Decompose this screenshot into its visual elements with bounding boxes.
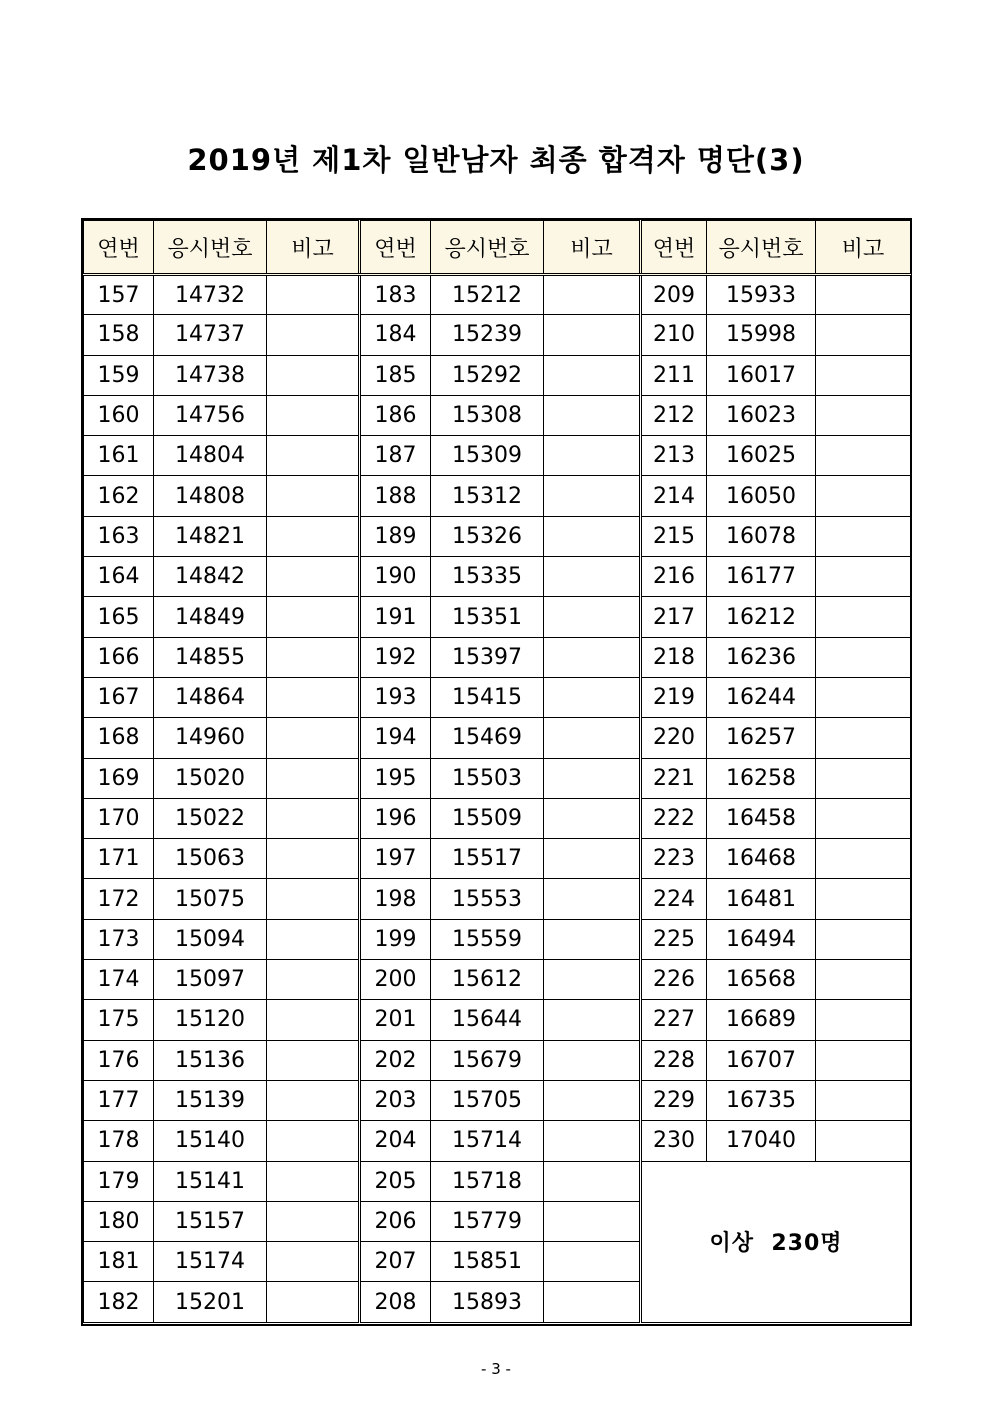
note-cell bbox=[544, 315, 641, 355]
exam-number-cell: 16481 bbox=[707, 879, 816, 919]
seq-cell: 184 bbox=[360, 315, 431, 355]
table-row bbox=[84, 315, 911, 355]
seq-cell: 209 bbox=[641, 275, 707, 315]
seq-cell: 227 bbox=[641, 1000, 707, 1040]
exam-number-cell: 15612 bbox=[431, 960, 544, 1000]
seq-cell: 226 bbox=[641, 960, 707, 1000]
exam-number-cell: 14821 bbox=[154, 516, 267, 556]
seq-cell: 196 bbox=[360, 798, 431, 838]
note-cell bbox=[544, 677, 641, 717]
note-cell bbox=[544, 1000, 641, 1040]
seq-cell: 210 bbox=[641, 315, 707, 355]
exam-number-cell: 15559 bbox=[431, 919, 544, 959]
exam-number-cell: 14855 bbox=[154, 637, 267, 677]
exam-number-cell: 15063 bbox=[154, 839, 267, 879]
exam-number-cell: 16244 bbox=[707, 677, 816, 717]
note-cell bbox=[267, 1040, 360, 1080]
exam-number-cell: 15998 bbox=[707, 315, 816, 355]
exam-number-cell: 14849 bbox=[154, 597, 267, 637]
table-header-row bbox=[84, 221, 911, 275]
exam-number-cell: 15309 bbox=[431, 436, 544, 476]
result-table bbox=[83, 220, 911, 1323]
table-row bbox=[84, 758, 911, 798]
seq-cell: 207 bbox=[360, 1242, 431, 1282]
seq-cell: 194 bbox=[360, 718, 431, 758]
seq-cell: 159 bbox=[84, 355, 154, 395]
note-cell bbox=[816, 275, 911, 315]
note-cell bbox=[544, 839, 641, 879]
note-cell bbox=[816, 919, 911, 959]
table-row bbox=[84, 557, 911, 597]
seq-cell: 225 bbox=[641, 919, 707, 959]
note-cell bbox=[267, 395, 360, 435]
note-cell bbox=[544, 597, 641, 637]
note-cell bbox=[267, 597, 360, 637]
note-cell bbox=[267, 557, 360, 597]
note-cell bbox=[267, 275, 360, 315]
seq-cell: 208 bbox=[360, 1282, 431, 1322]
header-seq: 연번 bbox=[641, 221, 707, 275]
exam-number-cell: 15469 bbox=[431, 718, 544, 758]
seq-cell: 212 bbox=[641, 395, 707, 435]
seq-cell: 204 bbox=[360, 1121, 431, 1161]
exam-number-cell: 15308 bbox=[431, 395, 544, 435]
seq-cell: 203 bbox=[360, 1080, 431, 1120]
seq-cell: 164 bbox=[84, 557, 154, 597]
seq-cell: 192 bbox=[360, 637, 431, 677]
seq-cell: 176 bbox=[84, 1040, 154, 1080]
seq-cell: 185 bbox=[360, 355, 431, 395]
seq-cell: 213 bbox=[641, 436, 707, 476]
note-cell bbox=[544, 275, 641, 315]
exam-number-cell: 15714 bbox=[431, 1121, 544, 1161]
table-row bbox=[84, 798, 911, 838]
exam-number-cell: 14864 bbox=[154, 677, 267, 717]
seq-cell: 229 bbox=[641, 1080, 707, 1120]
exam-number-cell: 15351 bbox=[431, 597, 544, 637]
note-cell bbox=[816, 315, 911, 355]
seq-cell: 187 bbox=[360, 436, 431, 476]
exam-number-cell: 15517 bbox=[431, 839, 544, 879]
note-cell bbox=[816, 637, 911, 677]
note-cell bbox=[267, 1080, 360, 1120]
exam-number-cell: 15397 bbox=[431, 637, 544, 677]
seq-cell: 224 bbox=[641, 879, 707, 919]
seq-cell: 220 bbox=[641, 718, 707, 758]
exam-number-cell: 15509 bbox=[431, 798, 544, 838]
seq-cell: 160 bbox=[84, 395, 154, 435]
note-cell bbox=[816, 1080, 911, 1120]
seq-cell: 180 bbox=[84, 1201, 154, 1241]
table-row bbox=[84, 839, 911, 879]
note-cell bbox=[267, 1201, 360, 1241]
seq-cell: 177 bbox=[84, 1080, 154, 1120]
table-row bbox=[84, 919, 911, 959]
table-row bbox=[84, 395, 911, 435]
note-cell bbox=[267, 1000, 360, 1040]
seq-cell: 214 bbox=[641, 476, 707, 516]
note-cell bbox=[267, 476, 360, 516]
table-row bbox=[84, 275, 911, 315]
note-cell bbox=[267, 355, 360, 395]
exam-number-cell: 16236 bbox=[707, 637, 816, 677]
seq-cell: 191 bbox=[360, 597, 431, 637]
note-cell bbox=[544, 960, 641, 1000]
exam-number-cell: 15157 bbox=[154, 1201, 267, 1241]
note-cell bbox=[267, 798, 360, 838]
seq-cell: 175 bbox=[84, 1000, 154, 1040]
note-cell bbox=[816, 960, 911, 1000]
seq-cell: 211 bbox=[641, 355, 707, 395]
exam-number-cell: 15239 bbox=[431, 315, 544, 355]
note-cell bbox=[544, 1201, 641, 1241]
exam-number-cell: 15094 bbox=[154, 919, 267, 959]
note-cell bbox=[544, 879, 641, 919]
seq-cell: 182 bbox=[84, 1282, 154, 1322]
exam-number-cell: 15292 bbox=[431, 355, 544, 395]
note-cell bbox=[816, 1000, 911, 1040]
note-cell bbox=[544, 355, 641, 395]
header-exam-no: 응시번호 bbox=[707, 221, 816, 275]
note-cell bbox=[267, 516, 360, 556]
table-row bbox=[84, 637, 911, 677]
table-row bbox=[84, 1161, 911, 1201]
seq-cell: 167 bbox=[84, 677, 154, 717]
exam-number-cell: 15075 bbox=[154, 879, 267, 919]
exam-number-cell: 16177 bbox=[707, 557, 816, 597]
seq-cell: 198 bbox=[360, 879, 431, 919]
note-cell bbox=[816, 879, 911, 919]
exam-number-cell: 16689 bbox=[707, 1000, 816, 1040]
note-cell bbox=[816, 718, 911, 758]
exam-number-cell: 16458 bbox=[707, 798, 816, 838]
exam-number-cell: 16023 bbox=[707, 395, 816, 435]
seq-cell: 183 bbox=[360, 275, 431, 315]
seq-cell: 223 bbox=[641, 839, 707, 879]
exam-number-cell: 15120 bbox=[154, 1000, 267, 1040]
note-cell bbox=[544, 436, 641, 476]
seq-cell: 221 bbox=[641, 758, 707, 798]
table-row bbox=[84, 597, 911, 637]
exam-number-cell: 16212 bbox=[707, 597, 816, 637]
note-cell bbox=[816, 1040, 911, 1080]
seq-cell: 190 bbox=[360, 557, 431, 597]
exam-number-cell: 16568 bbox=[707, 960, 816, 1000]
note-cell bbox=[816, 355, 911, 395]
note-cell bbox=[544, 1040, 641, 1080]
exam-number-cell: 14804 bbox=[154, 436, 267, 476]
exam-number-cell: 15141 bbox=[154, 1161, 267, 1201]
seq-cell: 161 bbox=[84, 436, 154, 476]
seq-cell: 165 bbox=[84, 597, 154, 637]
note-cell bbox=[816, 395, 911, 435]
exam-number-cell: 17040 bbox=[707, 1121, 816, 1161]
exam-number-cell: 14732 bbox=[154, 275, 267, 315]
seq-cell: 193 bbox=[360, 677, 431, 717]
exam-number-cell: 15140 bbox=[154, 1121, 267, 1161]
exam-number-cell: 14737 bbox=[154, 315, 267, 355]
seq-cell: 215 bbox=[641, 516, 707, 556]
exam-number-cell: 15020 bbox=[154, 758, 267, 798]
note-cell bbox=[267, 677, 360, 717]
note-cell bbox=[816, 476, 911, 516]
seq-cell: 173 bbox=[84, 919, 154, 959]
exam-number-cell: 16707 bbox=[707, 1040, 816, 1080]
seq-cell: 157 bbox=[84, 275, 154, 315]
total-count: 이상 230명 bbox=[641, 1161, 911, 1322]
note-cell bbox=[816, 1121, 911, 1161]
seq-cell: 222 bbox=[641, 798, 707, 838]
note-cell bbox=[816, 798, 911, 838]
exam-number-cell: 14960 bbox=[154, 718, 267, 758]
seq-cell: 228 bbox=[641, 1040, 707, 1080]
exam-number-cell: 15335 bbox=[431, 557, 544, 597]
seq-cell: 166 bbox=[84, 637, 154, 677]
table-row bbox=[84, 879, 911, 919]
seq-cell: 171 bbox=[84, 839, 154, 879]
table-row bbox=[84, 516, 911, 556]
exam-number-cell: 15503 bbox=[431, 758, 544, 798]
table-row bbox=[84, 718, 911, 758]
exam-number-cell: 15705 bbox=[431, 1080, 544, 1120]
note-cell bbox=[544, 1282, 641, 1322]
table-row bbox=[84, 1040, 911, 1080]
seq-cell: 200 bbox=[360, 960, 431, 1000]
seq-cell: 158 bbox=[84, 315, 154, 355]
header-seq: 연번 bbox=[360, 221, 431, 275]
exam-number-cell: 16494 bbox=[707, 919, 816, 959]
header-note: 비고 bbox=[816, 221, 911, 275]
seq-cell: 189 bbox=[360, 516, 431, 556]
exam-number-cell: 14756 bbox=[154, 395, 267, 435]
exam-number-cell: 15326 bbox=[431, 516, 544, 556]
exam-number-cell: 15893 bbox=[431, 1282, 544, 1322]
page-number: - 3 - bbox=[481, 1360, 511, 1378]
exam-number-cell: 15212 bbox=[431, 275, 544, 315]
exam-number-cell: 16078 bbox=[707, 516, 816, 556]
note-cell bbox=[816, 839, 911, 879]
table-row bbox=[84, 960, 911, 1000]
note-cell bbox=[544, 637, 641, 677]
exam-number-cell: 14738 bbox=[154, 355, 267, 395]
exam-number-cell: 16257 bbox=[707, 718, 816, 758]
exam-number-cell: 15415 bbox=[431, 677, 544, 717]
exam-number-cell: 16258 bbox=[707, 758, 816, 798]
exam-number-cell: 16025 bbox=[707, 436, 816, 476]
note-cell bbox=[544, 1242, 641, 1282]
seq-cell: 179 bbox=[84, 1161, 154, 1201]
seq-cell: 162 bbox=[84, 476, 154, 516]
note-cell bbox=[544, 798, 641, 838]
exam-number-cell: 16017 bbox=[707, 355, 816, 395]
table-row bbox=[84, 1000, 911, 1040]
note-cell bbox=[544, 395, 641, 435]
exam-number-cell: 15136 bbox=[154, 1040, 267, 1080]
table-row bbox=[84, 677, 911, 717]
note-cell bbox=[544, 476, 641, 516]
seq-cell: 197 bbox=[360, 839, 431, 879]
exam-number-cell: 14842 bbox=[154, 557, 267, 597]
note-cell bbox=[267, 960, 360, 1000]
exam-number-cell: 15679 bbox=[431, 1040, 544, 1080]
note-cell bbox=[267, 718, 360, 758]
seq-cell: 218 bbox=[641, 637, 707, 677]
note-cell bbox=[544, 1161, 641, 1201]
note-cell bbox=[267, 1282, 360, 1322]
note-cell bbox=[267, 1161, 360, 1201]
seq-cell: 206 bbox=[360, 1201, 431, 1241]
note-cell bbox=[816, 436, 911, 476]
seq-cell: 186 bbox=[360, 395, 431, 435]
note-cell bbox=[544, 919, 641, 959]
exam-number-cell: 16735 bbox=[707, 1080, 816, 1120]
header-seq: 연번 bbox=[84, 221, 154, 275]
note-cell bbox=[544, 1080, 641, 1120]
note-cell bbox=[816, 516, 911, 556]
header-note: 비고 bbox=[544, 221, 641, 275]
exam-number-cell: 15779 bbox=[431, 1201, 544, 1241]
seq-cell: 217 bbox=[641, 597, 707, 637]
exam-number-cell: 15933 bbox=[707, 275, 816, 315]
seq-cell: 230 bbox=[641, 1121, 707, 1161]
table-row bbox=[84, 1080, 911, 1120]
exam-number-cell: 15644 bbox=[431, 1000, 544, 1040]
seq-cell: 216 bbox=[641, 557, 707, 597]
exam-number-cell: 15201 bbox=[154, 1282, 267, 1322]
exam-number-cell: 14808 bbox=[154, 476, 267, 516]
note-cell bbox=[816, 557, 911, 597]
seq-cell: 174 bbox=[84, 960, 154, 1000]
exam-number-cell: 15553 bbox=[431, 879, 544, 919]
seq-cell: 169 bbox=[84, 758, 154, 798]
page-title: 2019년 제1차 일반남자 최종 합격자 명단(3) bbox=[187, 143, 805, 177]
note-cell bbox=[267, 1121, 360, 1161]
note-cell bbox=[816, 758, 911, 798]
seq-cell: 205 bbox=[360, 1161, 431, 1201]
result-table-wrapper bbox=[81, 218, 912, 1326]
seq-cell: 201 bbox=[360, 1000, 431, 1040]
exam-number-cell: 16050 bbox=[707, 476, 816, 516]
table-row bbox=[84, 476, 911, 516]
note-cell bbox=[816, 597, 911, 637]
note-cell bbox=[267, 879, 360, 919]
exam-number-cell: 15312 bbox=[431, 476, 544, 516]
note-cell bbox=[544, 1121, 641, 1161]
note-cell bbox=[267, 919, 360, 959]
table-row bbox=[84, 355, 911, 395]
exam-number-cell: 15139 bbox=[154, 1080, 267, 1120]
seq-cell: 172 bbox=[84, 879, 154, 919]
note-cell bbox=[267, 839, 360, 879]
table-row bbox=[84, 1121, 911, 1161]
note-cell bbox=[267, 1242, 360, 1282]
note-cell bbox=[544, 758, 641, 798]
note-cell bbox=[267, 758, 360, 798]
exam-number-cell: 15851 bbox=[431, 1242, 544, 1282]
note-cell bbox=[267, 315, 360, 355]
seq-cell: 195 bbox=[360, 758, 431, 798]
note-cell bbox=[267, 436, 360, 476]
table-row bbox=[84, 436, 911, 476]
note-cell bbox=[544, 718, 641, 758]
seq-cell: 178 bbox=[84, 1121, 154, 1161]
seq-cell: 219 bbox=[641, 677, 707, 717]
seq-cell: 170 bbox=[84, 798, 154, 838]
note-cell bbox=[267, 637, 360, 677]
exam-number-cell: 15097 bbox=[154, 960, 267, 1000]
seq-cell: 168 bbox=[84, 718, 154, 758]
exam-number-cell: 15022 bbox=[154, 798, 267, 838]
exam-number-cell: 15174 bbox=[154, 1242, 267, 1282]
note-cell bbox=[816, 677, 911, 717]
exam-number-cell: 15718 bbox=[431, 1161, 544, 1201]
seq-cell: 163 bbox=[84, 516, 154, 556]
note-cell bbox=[544, 516, 641, 556]
header-note: 비고 bbox=[267, 221, 360, 275]
seq-cell: 181 bbox=[84, 1242, 154, 1282]
exam-number-cell: 16468 bbox=[707, 839, 816, 879]
seq-cell: 202 bbox=[360, 1040, 431, 1080]
header-exam-no: 응시번호 bbox=[154, 221, 267, 275]
seq-cell: 199 bbox=[360, 919, 431, 959]
seq-cell: 188 bbox=[360, 476, 431, 516]
header-exam-no: 응시번호 bbox=[431, 221, 544, 275]
note-cell bbox=[544, 557, 641, 597]
